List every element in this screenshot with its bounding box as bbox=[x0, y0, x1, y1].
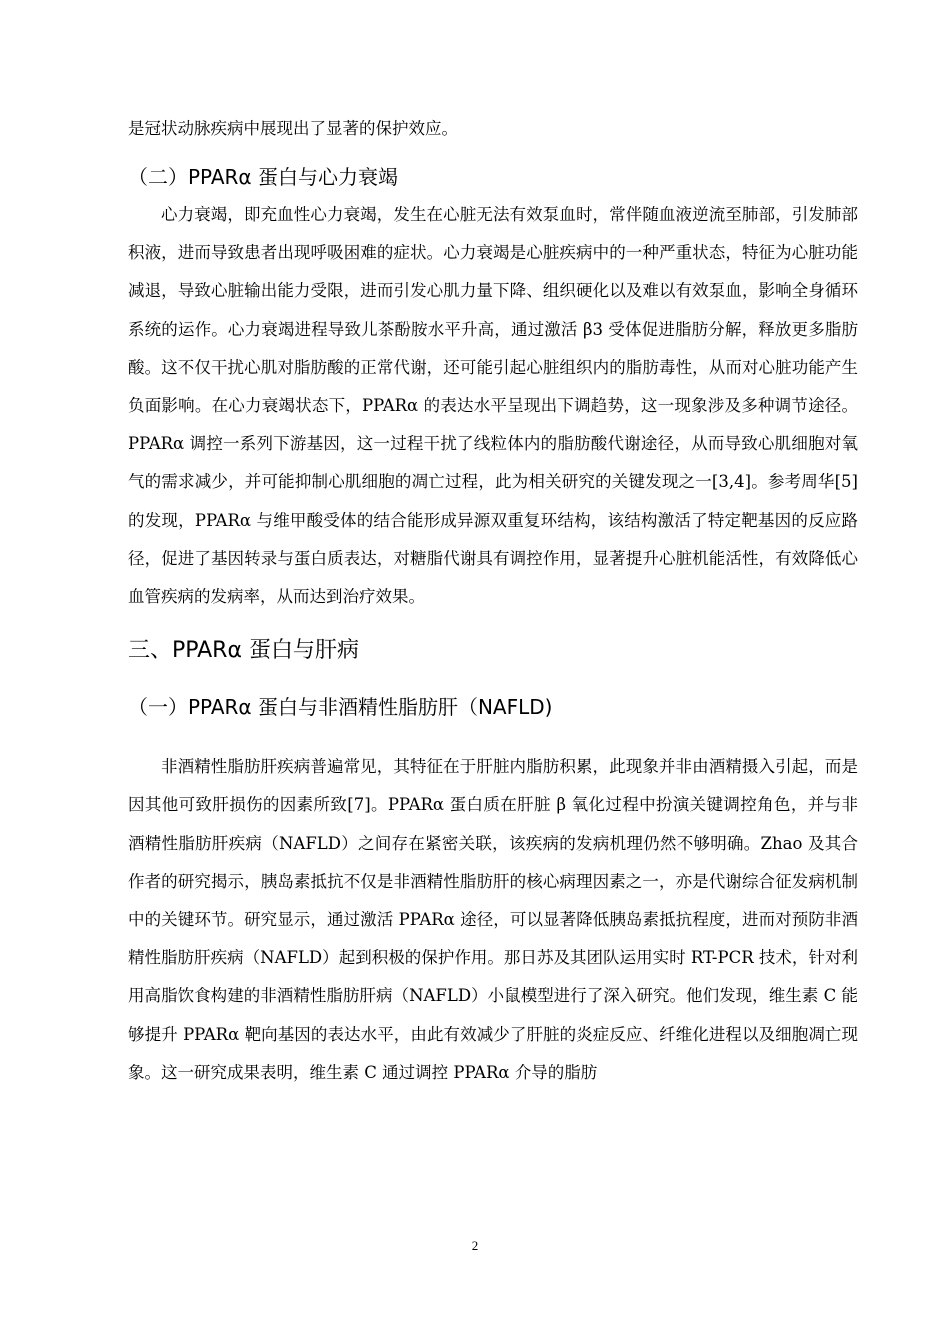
page-body bbox=[128, 110, 858, 1092]
section-heading-heart-failure: （二）PPARα 蛋白与心力衰竭 bbox=[128, 165, 398, 189]
carry-over-text: 是冠状动脉疾病中展现出了显著的保护效应。 bbox=[128, 119, 458, 138]
section-heading-nafld: （一）PPARα 蛋白与非酒精性脂肪肝（NAFLD) bbox=[128, 695, 553, 720]
paragraph-heart-failure: 心力衰竭，即充血性心力衰竭，发生在心脏无法有效泵血时，常伴随血液逆流至肺部，引发肺部积液，进而导致患者出现呼吸困难的症状。心力衰竭是心脏疾病中的一种严重状态，特征为心脏功能减退，导致心脏输出能力受限，进而引发心肌力量下降、组织硬化以及难以有效泵血，影响全身循环系统的运作。心力衰竭进程导致儿茶酚胺水平升高，通过激活 β3 受体促进脂肪分解，释放更多脂肪酸。这不仅干扰心肌对脂肪酸的正常代谢，还可能引起心脏组织内的脂肪毒性，从而对心脏功能产生负面影响。在心力衰竭状态下，PPARα 的表达水平呈现出下调趋势，这一现象涉及多种调节途径。PPARα 调控一系列下游基因，这一过程干扰了线粒体内的脂肪酸代谢途径，从而导致心肌细胞对氧气的需求减少，并可能抑制心肌细胞的凋亡过程，此为相关研究的关键发现之一[3,4]。参考周华[5]的发现，PPARα 与维甲酸受体的结合能形成异源双重复环结构，该结构激活了特定靶基因的反应路径，促进了基因转录与蛋白质表达，对糖脂代谢具有调控作用，显著提升心脏机能活性，有效降低心血管疾病的发病率，从而达到治疗效果。 bbox=[128, 205, 858, 607]
chapter-heading-liver-disease: 三、PPARα 蛋白与肝病 bbox=[128, 638, 359, 664]
paragraph-nafld: 非酒精性脂肪肝疾病普遍常见，其特征在于肝脏内脂肪积累，此现象并非由酒精摄入引起，而是因其他可致肝损伤的因素所致[7]。PPARα 蛋白质在肝脏 β 氧化过程中扮演关键调控角色，并与非酒精性脂肪肝疾病（NAFLD）之间存在紧密关联，该疾病的发病机理仍然不够明确。Zhao 及其合作者的研究揭示，胰岛素抵抗不仅是非酒精性脂肪肝的核心病理因素之一，亦是代谢综合征发病机制中的关键环节。研究显示，通过激活 PPARα 途径，可以显著降低胰岛素抵抗程度，进而对预防非酒精性脂肪肝疾病（NAFLD）起到积极的保护作用。那日苏及其团队运用实时 RT-PCR 技术，针对利用高脂饮食构建的非酒精性脂肪肝病（NAFLD）小鼠模型进行了深入研究。他们发现，维生素 C 能够提升 PPARα 靶向基因的表达水平，由此有效减少了肝脏的炎症反应、纤维化进程以及细胞凋亡现象。这一研究成果表明，维生素 C 通过调控 PPARα 介导的脂肪 bbox=[128, 757, 858, 1082]
page-number: 2 bbox=[471, 1238, 479, 1253]
